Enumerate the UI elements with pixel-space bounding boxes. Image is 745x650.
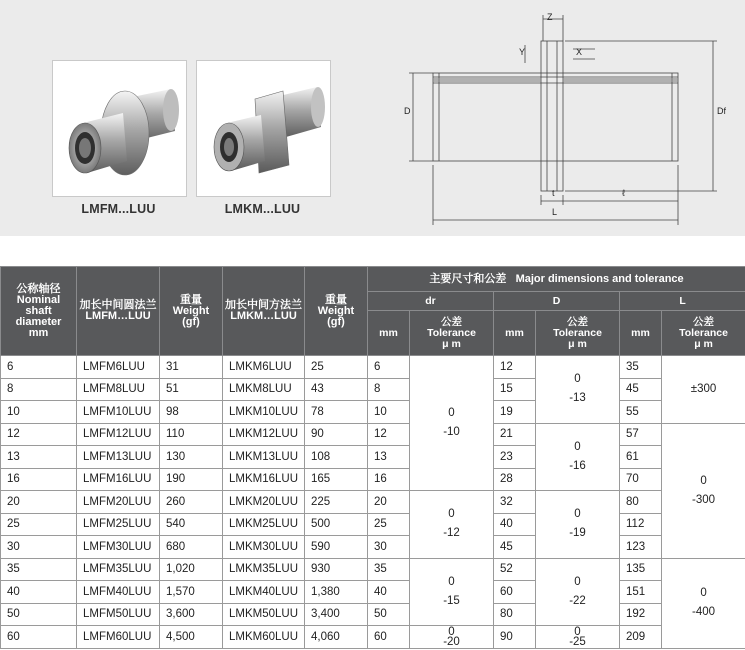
flanged-bearing-square-icon (197, 61, 330, 196)
flanged-bearing-round-icon (53, 61, 186, 196)
dimension-drawing (395, 5, 730, 230)
cell-weight-1: 1,020 (160, 558, 223, 581)
dim-label-y: Y (519, 47, 526, 57)
cell-weight-2: 500 (305, 513, 368, 536)
cell-weight-1: 260 (160, 491, 223, 514)
cell-lmfm: LMFM12LUU (77, 423, 160, 446)
product-illustration-band (0, 0, 745, 236)
dim-label-t: t (552, 188, 555, 198)
header-l-mm: mm (620, 311, 662, 356)
cell-shaft: 10 (1, 401, 77, 424)
product-caption-lmfm: LMFM...LUU (81, 202, 156, 216)
cell-d-tolerance: 0 -13 (536, 356, 620, 424)
cell-lmfm: LMFM6LUU (77, 356, 160, 379)
table-row (1, 513, 745, 536)
dim-label-z: Z (547, 12, 553, 22)
cell-d: 40 (494, 513, 536, 536)
cell-dr: 13 (368, 446, 410, 469)
cell-d: 12 (494, 356, 536, 379)
dim-label-d: D (404, 106, 411, 116)
cell-weight-1: 110 (160, 423, 223, 446)
cell-d-tolerance: 0 -22 (536, 558, 620, 626)
cell-weight-2: 4,060 (305, 626, 368, 649)
cell-weight-1: 98 (160, 401, 223, 424)
cell-lmfm: LMFM40LUU (77, 581, 160, 604)
cell-weight-2: 25 (305, 356, 368, 379)
cell-weight-2: 225 (305, 491, 368, 514)
cell-dr: 30 (368, 536, 410, 559)
cell-weight-1: 31 (160, 356, 223, 379)
cell-d: 19 (494, 401, 536, 424)
dim-label-x: X (576, 47, 583, 57)
cell-l: 192 (620, 603, 662, 626)
cell-lmkm: LMKM35LUU (223, 558, 305, 581)
cell-shaft: 16 (1, 468, 77, 491)
header-dr: dr (368, 292, 494, 311)
cell-shaft: 40 (1, 581, 77, 604)
cell-l-tolerance: 0 -300 (662, 423, 745, 558)
cell-weight-2: 930 (305, 558, 368, 581)
cell-dr: 12 (368, 423, 410, 446)
product-photo-lmfm (52, 60, 187, 197)
cell-l-tolerance: 0 -400 (662, 558, 745, 648)
cell-d: 21 (494, 423, 536, 446)
header-dr-mm: mm (368, 311, 410, 356)
cell-dr: 8 (368, 378, 410, 401)
cell-shaft: 60 (1, 626, 77, 649)
cell-l: 61 (620, 446, 662, 469)
cell-lmkm: LMKM40LUU (223, 581, 305, 604)
cell-lmfm: LMFM50LUU (77, 603, 160, 626)
cell-shaft: 35 (1, 558, 77, 581)
product-caption-lmkm: LMKM...LUU (224, 202, 301, 216)
table-row (1, 423, 745, 446)
cell-d: 32 (494, 491, 536, 514)
dim-label-df: Df (717, 106, 726, 116)
table-row (1, 468, 745, 491)
cell-dr: 16 (368, 468, 410, 491)
header-d-mm: mm (494, 311, 536, 356)
header-lmfm: 加长中间圆法兰 LMFM…LUU (77, 267, 160, 356)
cell-weight-1: 190 (160, 468, 223, 491)
cell-l: 151 (620, 581, 662, 604)
cell-lmkm: LMKM13LUU (223, 446, 305, 469)
cell-weight-2: 90 (305, 423, 368, 446)
table-row (1, 536, 745, 559)
cell-dr: 20 (368, 491, 410, 514)
cell-lmkm: LMKM25LUU (223, 513, 305, 536)
header-weight-1: 重量 Weight (gf) (160, 267, 223, 356)
cell-l: 209 (620, 626, 662, 649)
cell-shaft: 8 (1, 378, 77, 401)
cell-weight-1: 540 (160, 513, 223, 536)
cell-weight-2: 590 (305, 536, 368, 559)
cell-l-tolerance: ±300 (662, 356, 745, 424)
cell-d-tolerance: 0 -19 (536, 491, 620, 559)
cell-weight-2: 3,400 (305, 603, 368, 626)
cell-weight-2: 78 (305, 401, 368, 424)
cell-lmkm: LMKM20LUU (223, 491, 305, 514)
cell-weight-2: 1,380 (305, 581, 368, 604)
table-row (1, 378, 745, 401)
cell-weight-1: 3,600 (160, 603, 223, 626)
cell-lmfm: LMFM16LUU (77, 468, 160, 491)
cell-lmkm: LMKM6LUU (223, 356, 305, 379)
cell-shaft: 20 (1, 491, 77, 514)
cell-shaft: 6 (1, 356, 77, 379)
cell-lmkm: LMKM16LUU (223, 468, 305, 491)
header-major-dimensions: 主要尺寸和公差 Major dimensions and tolerance (368, 267, 745, 292)
cell-l: 123 (620, 536, 662, 559)
cell-dr: 10 (368, 401, 410, 424)
table-row (1, 401, 745, 424)
cell-l: 70 (620, 468, 662, 491)
cell-d-tolerance: 0 -16 (536, 423, 620, 491)
table-row (1, 581, 745, 604)
cell-d: 80 (494, 603, 536, 626)
cell-weight-2: 165 (305, 468, 368, 491)
cell-dr-tolerance: 0 -12 (410, 491, 494, 559)
cell-lmkm: LMKM12LUU (223, 423, 305, 446)
cell-shaft: 25 (1, 513, 77, 536)
dim-label-l-small: ℓ (622, 188, 625, 198)
cell-dr-tolerance: 0 -20 (410, 626, 494, 649)
table-row (1, 558, 745, 581)
cell-l: 57 (620, 423, 662, 446)
header-weight-2: 重量 Weight (gf) (305, 267, 368, 356)
cell-dr: 50 (368, 603, 410, 626)
table-row (1, 356, 745, 379)
table-row (1, 603, 745, 626)
cell-dr: 35 (368, 558, 410, 581)
cell-shaft: 12 (1, 423, 77, 446)
cell-lmfm: LMFM30LUU (77, 536, 160, 559)
cell-l: 45 (620, 378, 662, 401)
cell-lmfm: LMFM20LUU (77, 491, 160, 514)
table-row (1, 446, 745, 469)
cell-l: 112 (620, 513, 662, 536)
cell-shaft: 30 (1, 536, 77, 559)
cell-lmkm: LMKM10LUU (223, 401, 305, 424)
header-d: D (494, 292, 620, 311)
table-row (1, 491, 745, 514)
cell-dr: 6 (368, 356, 410, 379)
cell-d: 52 (494, 558, 536, 581)
spec-table (0, 266, 745, 649)
cell-l: 80 (620, 491, 662, 514)
cell-weight-1: 680 (160, 536, 223, 559)
cell-lmfm: LMFM25LUU (77, 513, 160, 536)
cell-lmfm: LMFM10LUU (77, 401, 160, 424)
cell-d: 15 (494, 378, 536, 401)
cell-dr-tolerance: 0 -10 (410, 356, 494, 491)
cell-weight-1: 4,500 (160, 626, 223, 649)
product-photo-lmkm (196, 60, 331, 197)
cell-shaft: 50 (1, 603, 77, 626)
cell-weight-2: 43 (305, 378, 368, 401)
header-dr-tolerance: 公差 Tolerance μ m (410, 311, 494, 356)
cell-lmfm: LMFM8LUU (77, 378, 160, 401)
header-l: L (620, 292, 745, 311)
cell-weight-1: 1,570 (160, 581, 223, 604)
cell-l: 55 (620, 401, 662, 424)
cell-l: 135 (620, 558, 662, 581)
cell-d: 90 (494, 626, 536, 649)
cell-d: 28 (494, 468, 536, 491)
cell-d: 60 (494, 581, 536, 604)
header-l-tolerance: 公差 Tolerance μ m (662, 311, 745, 356)
header-shaft: 公称轴径 Nominal shaft diameter mm (1, 267, 77, 356)
cell-d: 23 (494, 446, 536, 469)
cell-weight-1: 130 (160, 446, 223, 469)
header-d-tolerance: 公差 Tolerance μ m (536, 311, 620, 356)
cell-shaft: 13 (1, 446, 77, 469)
cell-d-tolerance: 0 -25 (536, 626, 620, 649)
dim-label-l: L (552, 207, 558, 217)
cell-dr: 40 (368, 581, 410, 604)
cell-lmkm: LMKM30LUU (223, 536, 305, 559)
cell-weight-1: 51 (160, 378, 223, 401)
cell-weight-2: 108 (305, 446, 368, 469)
cell-lmkm: LMKM8LUU (223, 378, 305, 401)
cell-lmkm: LMKM60LUU (223, 626, 305, 649)
cell-lmkm: LMKM50LUU (223, 603, 305, 626)
cell-lmfm: LMFM13LUU (77, 446, 160, 469)
cell-l: 35 (620, 356, 662, 379)
cell-dr-tolerance: 0 -15 (410, 558, 494, 626)
cell-d: 45 (494, 536, 536, 559)
cell-dr: 60 (368, 626, 410, 649)
cell-lmfm: LMFM35LUU (77, 558, 160, 581)
cell-dr: 25 (368, 513, 410, 536)
header-lmkm: 加长中间方法兰 LMKM…LUU (223, 267, 305, 356)
table-row (1, 626, 745, 649)
cell-lmfm: LMFM60LUU (77, 626, 160, 649)
